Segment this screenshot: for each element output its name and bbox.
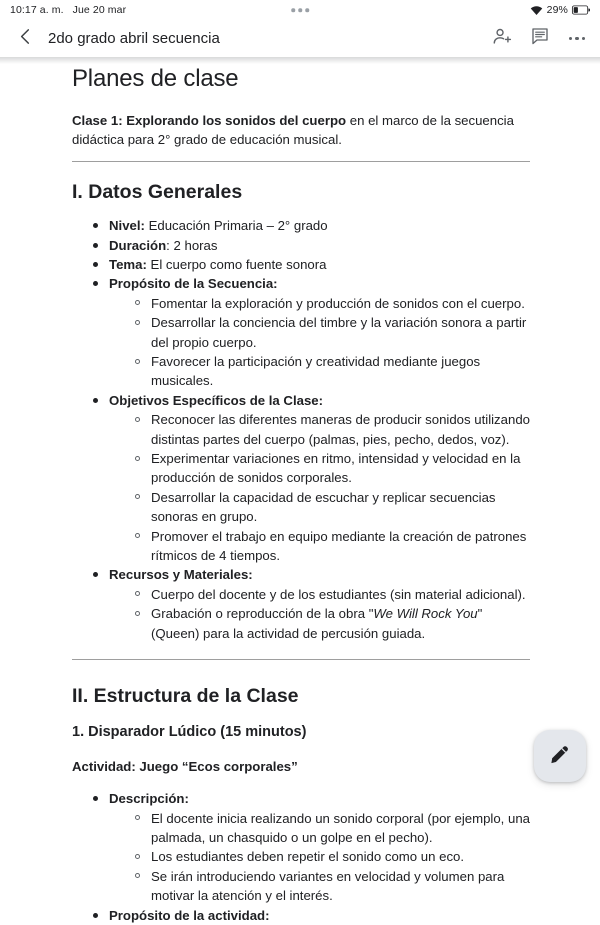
sublist-item (109, 294, 530, 313)
sublist-item-text: Desarrollar la capacidad de escuchar y replicar secuencias sonoras en grupo. (151, 489, 496, 525)
sublist-item (109, 604, 530, 643)
sublist-item (109, 313, 530, 352)
list-item (72, 906, 530, 925)
sub-bullet-icon (135, 359, 140, 364)
sublist-item (109, 449, 530, 488)
status-bar-left (10, 4, 126, 16)
sublist-item (109, 527, 530, 566)
list-item (72, 391, 530, 566)
list-item-text (109, 565, 530, 584)
list-item (72, 216, 530, 235)
document-page (0, 57, 600, 925)
back-chevron-icon (15, 26, 36, 52)
sub-bullet-icon (135, 494, 140, 499)
section-2-heading: II. Estructura de la Clase (72, 685, 299, 708)
sublist (109, 585, 530, 643)
edit-fab-button[interactable] (534, 730, 586, 782)
sublist-item-text: Promover el trabajo en equipo mediante la creación de patrones rítmicos de 4 tiempos. (151, 528, 527, 564)
sublist-item-text: Favorecer la participación y creatividad mediante juegos musicales. (151, 354, 481, 389)
sub-bullet-icon (135, 591, 140, 596)
activity-line: Actividad: Juego “Ecos corporales” (72, 759, 298, 774)
bullet-icon (93, 796, 98, 801)
intro-bold: Clase 1: Explorando los sonidos del cuerpo (72, 113, 347, 128)
sub-bullet-icon (135, 320, 140, 325)
add-person-icon (492, 26, 513, 52)
wifi-icon (530, 5, 543, 16)
sub-bullet-icon (135, 300, 140, 305)
list-item-label: Tema: (109, 256, 147, 272)
sublist (109, 294, 530, 391)
status-bar-time: 10:17 a. m. (10, 4, 64, 16)
list-item-value: El cuerpo como fuente sonora (146, 256, 327, 272)
list-item (72, 565, 530, 643)
document-title[interactable]: 2do grado abril secuencia (48, 30, 220, 47)
overflow-menu-button[interactable] (567, 28, 587, 50)
list-item-text (109, 906, 530, 925)
sub-bullet-icon (135, 533, 140, 538)
overflow-menu-icon (569, 37, 585, 40)
back-button[interactable] (10, 24, 40, 54)
comment-icon (530, 26, 550, 51)
sub-bullet-icon (135, 611, 140, 616)
sublist-item-text: Fomentar la exploración y producción de sonidos con el cuerpo. (151, 295, 525, 311)
sublist-item-text: Reconocer las diferentes maneras de producir sonidos utilizando distintas partes del cuerpo (palmas, pies, pecho, dedos, voz). (151, 412, 530, 447)
status-bar-date: Jue 20 mar (72, 4, 127, 16)
sublist-item (109, 809, 530, 848)
sublist-item-text: Los estudiantes deben repetir el sonido como un eco. (151, 849, 465, 865)
add-person-button[interactable] (491, 28, 513, 50)
sublist-item-text: Se irán introduciendo variantes en velocidad y volumen para motivar la atención y el interés. (151, 868, 505, 904)
sublist (109, 809, 530, 906)
sublist-item-text: Desarrollar la conciencia del timbre y la variación sonora a partir del propio cuerpo. (151, 315, 527, 350)
bullet-icon (93, 572, 98, 577)
sub-bullet-icon (135, 854, 140, 859)
sublist-item-text: El docente inicia realizando un sonido corporal (por ejemplo, una palmada, un chasquido o un golpe en el pecho). (151, 810, 531, 845)
sublist-item (109, 352, 530, 391)
list-item (72, 255, 530, 274)
sublist-item-text: Cuerpo del docente y de los estudiantes (sin material adicional). (151, 586, 526, 602)
bullet-icon (93, 243, 98, 248)
battery-percent: 29% (546, 4, 568, 16)
list-item (72, 274, 530, 390)
list-item-label: Nivel: (109, 218, 145, 234)
bullet-icon (93, 398, 98, 403)
intro-paragraph (72, 111, 530, 150)
list-item-text (109, 789, 530, 808)
list-item-label: Propósito de la Secuencia: (109, 276, 278, 292)
list-item-text (109, 391, 530, 410)
list-item-label: Recursos y Materiales: (109, 567, 253, 583)
list-item-label: Duración (109, 237, 167, 253)
sublist-item (109, 847, 530, 866)
sublist-item (109, 488, 530, 527)
status-bar-right (530, 4, 590, 16)
bullet-icon (93, 913, 98, 918)
bullet-icon (93, 281, 98, 286)
bullet-icon (93, 223, 98, 228)
page-title: Planes de clase (72, 65, 239, 92)
edit-pencil-icon (548, 742, 572, 771)
document-scroll-area[interactable] (0, 57, 600, 923)
list-item-text (109, 216, 530, 235)
list-item-text (109, 236, 530, 255)
section-1-heading: I. Datos Generales (72, 180, 243, 203)
camera-cutout-icon (291, 8, 309, 12)
sub-bullet-icon (135, 456, 140, 461)
section-1-list (72, 216, 530, 643)
divider-1 (72, 161, 530, 162)
sub-bullet-icon (135, 873, 140, 878)
section-2-subheading: 1. Disparador Lúdico (15 minutos) (72, 724, 307, 741)
intro-rest: en el marco de la secuencia didáctica para 2° grado de educación musical. (72, 113, 514, 148)
bullet-icon (93, 262, 98, 267)
sublist-item (109, 867, 530, 906)
section-2-list (72, 789, 530, 925)
sublist-item (109, 410, 530, 449)
list-item (72, 236, 530, 255)
list-item-label: Descripción: (109, 791, 189, 807)
list-item-text (109, 255, 530, 274)
sublist-item-text: Grabación o reproducción de la obra "We Will Rock You" (Queen) para la actividad de percusión guiada. (151, 606, 483, 641)
battery-icon (572, 5, 590, 15)
app-bar-actions (491, 28, 587, 50)
sublist-item (109, 585, 530, 604)
sublist-item-text: Experimentar variaciones en ritmo, intensidad y velocidad en la producción de sonidos corporales. (151, 451, 521, 486)
status-bar (0, 0, 600, 20)
list-item-value: Educación Primaria – 2° grado (144, 218, 328, 234)
divider-2 (72, 659, 530, 660)
app-bar (0, 20, 600, 57)
list-item-value: : 2 horas (166, 237, 218, 253)
list-item-label: Objetivos Específicos de la Clase: (109, 392, 324, 408)
comment-button[interactable] (529, 28, 551, 50)
sub-bullet-icon (135, 417, 140, 422)
sub-bullet-icon (135, 815, 140, 820)
list-item (72, 789, 530, 905)
list-item-text (109, 274, 530, 293)
list-item-label: Propósito de la actividad: (109, 907, 270, 923)
sublist (109, 410, 530, 565)
